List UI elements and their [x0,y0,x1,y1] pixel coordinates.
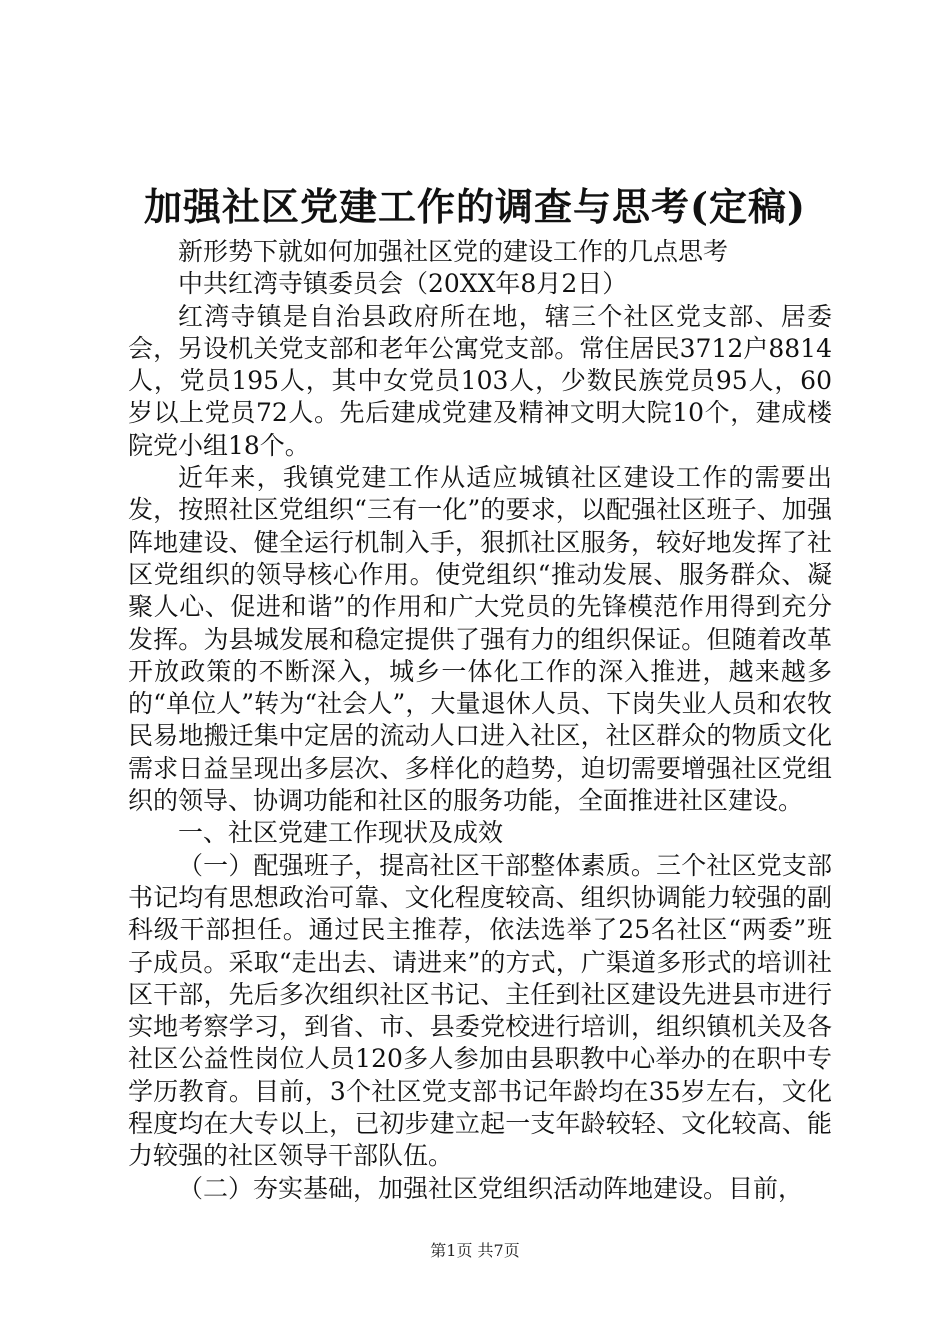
section-heading: 一、社区党建工作现状及成效 [178,818,504,848]
author-line: 中共红湾寺镇委员会（20XX年8月2日） [178,269,628,299]
paragraph-background: 近年来，我镇党建工作从适应城镇社区建设工作的需要出发，按照社区党组织“三有一化”的要求，以配强社区班子、加强阵地建设、健全运行机制入手，狠抓社区服务，较好地发挥了社区党组织的领导核心作用。使党组织“推动发展、服务群众、凝聚人心、促进和谐”的作用和广大党员的先锋模范作用得到充分发挥。为县城发展和稳定提供了强有力的组织保证。但随着改革开放政策的不断深入，城乡一体化工作的深入推进，越来越多的“单位人”转为“社会人”，大量退休人员、下岗失业人员和农牧民易地搬迁集中定居的流动人口进入社区，社区群众的物质文化需求日益呈现出多层次、多样化的趋势，迫切需要增强社区党组织的领导、协调功能和社区的服务功能，全面推进社区建设。 [128,463,832,816]
document-subtitle: 新形势下就如何加强社区党的建设工作的几点思考 [178,237,729,266]
paragraph-section-1: （一）配强班子，提高社区干部整体素质。三个社区党支部书记均有思想政治可靠、文化程度较高、组织协调能力较强的副科级干部担任。通过民主推荐，依法选举了25名社区“两委”班子成员。采取“走出去、请进来”的方式，广渠道多形式的培训社区干部，先后多次组织社区书记、主任到社区建设先进县市进行实地考察学习，到省、市、县委党校进行培训，组织镇机关及各社区公益性岗位人员120多人参加由县职教中心举办的在职中专学历教育。目前，3个社区党支部书记年龄均在35岁左右，文化程度均在大专以上，已初步建立起一支年龄较轻、文化较高、能力较强的社区领导干部队伍。 [128,850,832,1171]
document-body [128,236,832,1205]
document-title: 加强社区党建工作的调查与思考(定稿) [144,184,806,229]
page-footer: 第1页 共7页 [430,1241,520,1260]
paragraph-overview: 红湾寺镇是自治县政府所在地，辖三个社区党支部、居委会，另设机关党支部和老年公寓党支部。常住居民3712户8814人，党员195人，其中女党员103人，少数民族党员95人，60岁以上党员72人。先后建成党建及精神文明大院10个，建成楼院党小组18个。 [128,301,832,460]
paragraph-section-2: （二）夯实基础，加强社区党组织活动阵地建设。目前， [178,1173,804,1203]
